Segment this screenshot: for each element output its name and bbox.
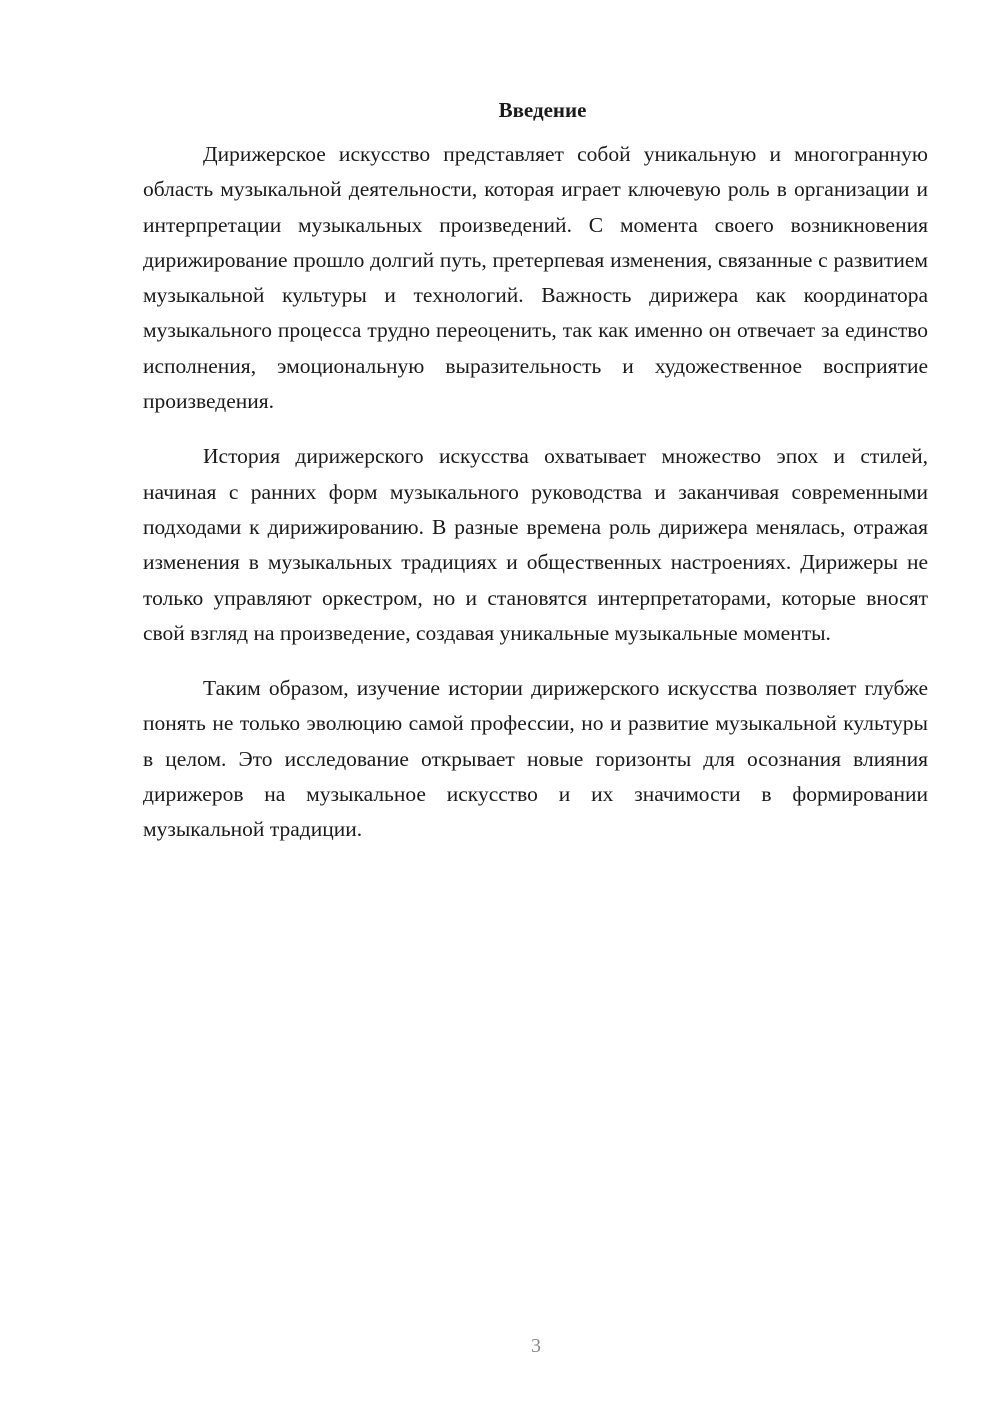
section-heading: Введение (498, 98, 587, 122)
paragraph-3: Таким образом, изучение истории дирижерского искусства позволяет глубже понять не только эволюцию самой профессии, но и развитие музыкальной культуры в целом. Это исследование открывает новые горизонты для осознания влияния дирижеров на музыкальное искусство и их значимости в формировании музыкальной традиции. (143, 676, 928, 842)
page-content (143, 95, 928, 868)
paragraph-1: Дирижерское искусство представляет собой уникальную и многогранную область музыкальной деятельности, которая играет ключевую роль в организации и интерпретации музыкальных произведений. С момента своего возникновения дирижирование прошло долгий путь, претерпевая изменения, связанные с развитием музыкальной культуры и технологий. Важность дирижера как координатора музыкального процесса трудно переоценить, так как именно он отвечает за единство исполнения, эмоциональную выразительность и художественное восприятие произведения. (143, 142, 928, 414)
paragraph-2: История дирижерского искусства охватывает множество эпох и стилей, начиная с ранних форм музыкального руководства и заканчивая современными подходами к дирижированию. В разные времена роль дирижера менялась, отражая изменения в музыкальных традициях и общественных настроениях. Дирижеры не только управляют оркестром, но и становятся интерпретаторами, которые вносят свой взгляд на произведение, создавая уникальные музыкальные моменты. (143, 444, 928, 645)
page-number: 3 (531, 1335, 541, 1357)
